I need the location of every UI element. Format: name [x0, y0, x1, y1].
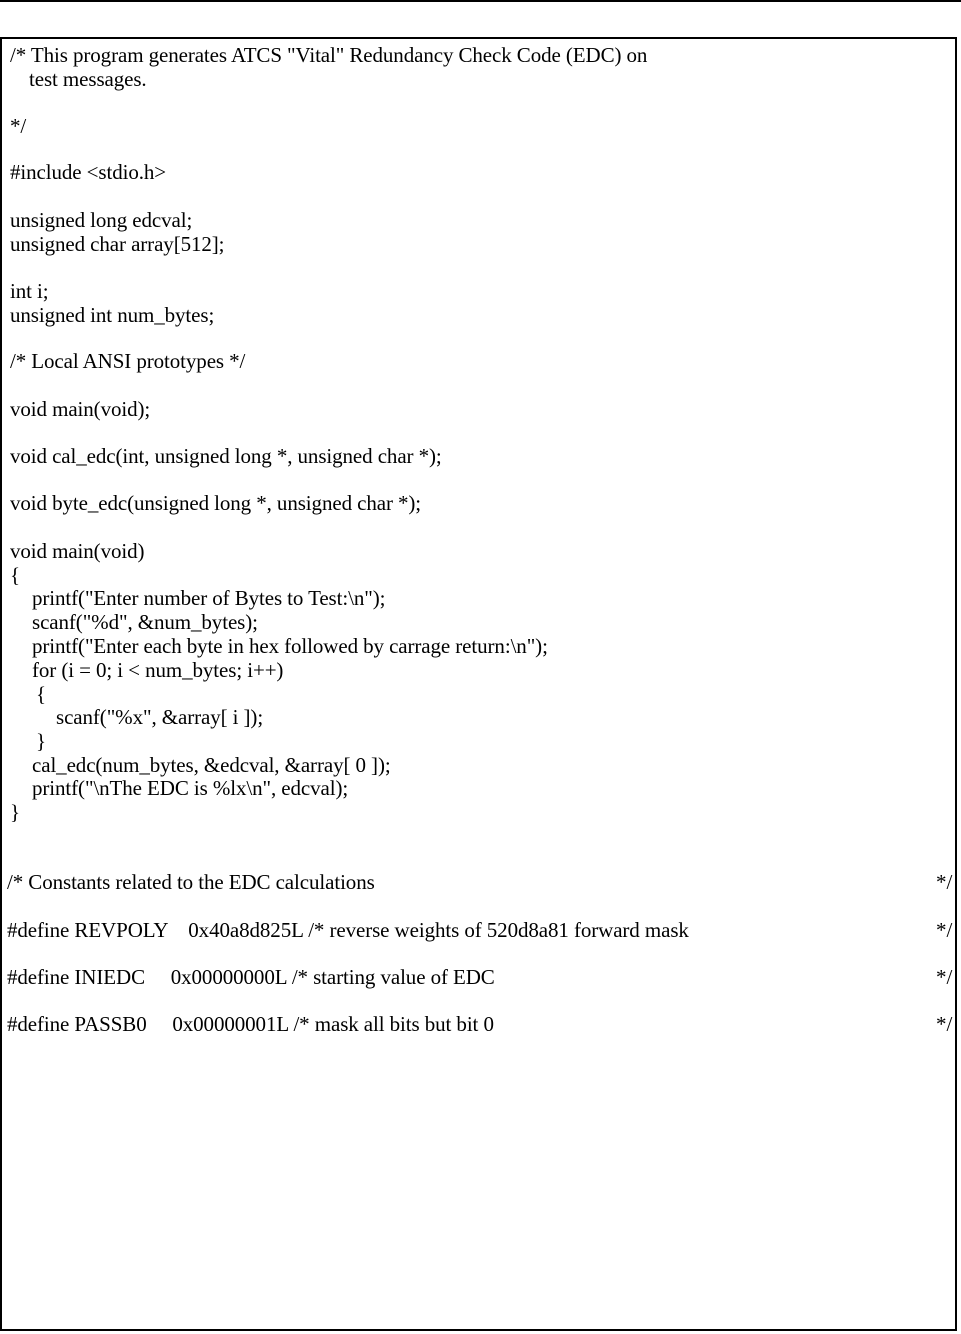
main-close-brace: }: [10, 800, 20, 824]
prototype-main: void main(void);: [10, 397, 151, 421]
header-comment-line-2: test messages.: [29, 67, 147, 91]
constants-comment: /* Constants related to the EDC calculations: [7, 870, 375, 894]
main-call-edc: cal_edc(num_bytes, &edcval, &array[ 0 ]);: [32, 753, 391, 777]
header-comment-close: */: [10, 114, 27, 138]
main-for-loop: for (i = 0; i < num_bytes; i++): [32, 658, 284, 682]
define-passb0-close: */: [936, 1012, 953, 1036]
global-array: unsigned char array[512];: [10, 232, 225, 256]
main-signature: void main(void): [10, 539, 145, 563]
top-rule: [0, 0, 961, 2]
code-listing-frame: [0, 37, 957, 1331]
main-printf-1: printf("Enter number of Bytes to Test:\n");: [32, 586, 386, 610]
main-printf-3: printf("\nThe EDC is %lx\n", edcval);: [32, 776, 349, 800]
define-revpoly: #define REVPOLY 0x40a8d825L /* reverse weights of 520d8a81 forward mask: [7, 918, 689, 942]
prototypes-comment: /* Local ANSI prototypes */: [10, 349, 246, 373]
define-revpoly-close: */: [936, 918, 953, 942]
define-iniedc-close: */: [936, 965, 953, 989]
loop-scanf: scanf("%x", &array[ i ]);: [56, 705, 264, 729]
loop-close-brace: }: [36, 729, 46, 753]
constants-comment-close: */: [936, 870, 953, 894]
global-num-bytes: unsigned int num_bytes;: [10, 303, 215, 327]
main-printf-2: printf("Enter each byte in hex followed by carrage return:\n");: [32, 634, 548, 658]
global-edcval: unsigned long edcval;: [10, 208, 193, 232]
main-scanf-1: scanf("%d", &num_bytes);: [32, 610, 258, 634]
prototype-cal-edc: void cal_edc(int, unsigned long *, unsigned char *);: [10, 444, 442, 468]
include-stdio: #include <stdio.h>: [10, 160, 167, 184]
global-i: int i;: [10, 279, 49, 303]
define-passb0: #define PASSB0 0x00000001L /* mask all bits but bit 0: [7, 1012, 494, 1036]
define-iniedc: #define INIEDC 0x00000000L /* starting value of EDC: [7, 965, 495, 989]
header-comment-line-1: /* This program generates ATCS "Vital" Redundancy Check Code (EDC) on: [10, 43, 648, 67]
loop-open-brace: {: [36, 682, 46, 706]
main-open-brace: {: [10, 563, 20, 587]
prototype-byte-edc: void byte_edc(unsigned long *, unsigned char *);: [10, 491, 422, 515]
